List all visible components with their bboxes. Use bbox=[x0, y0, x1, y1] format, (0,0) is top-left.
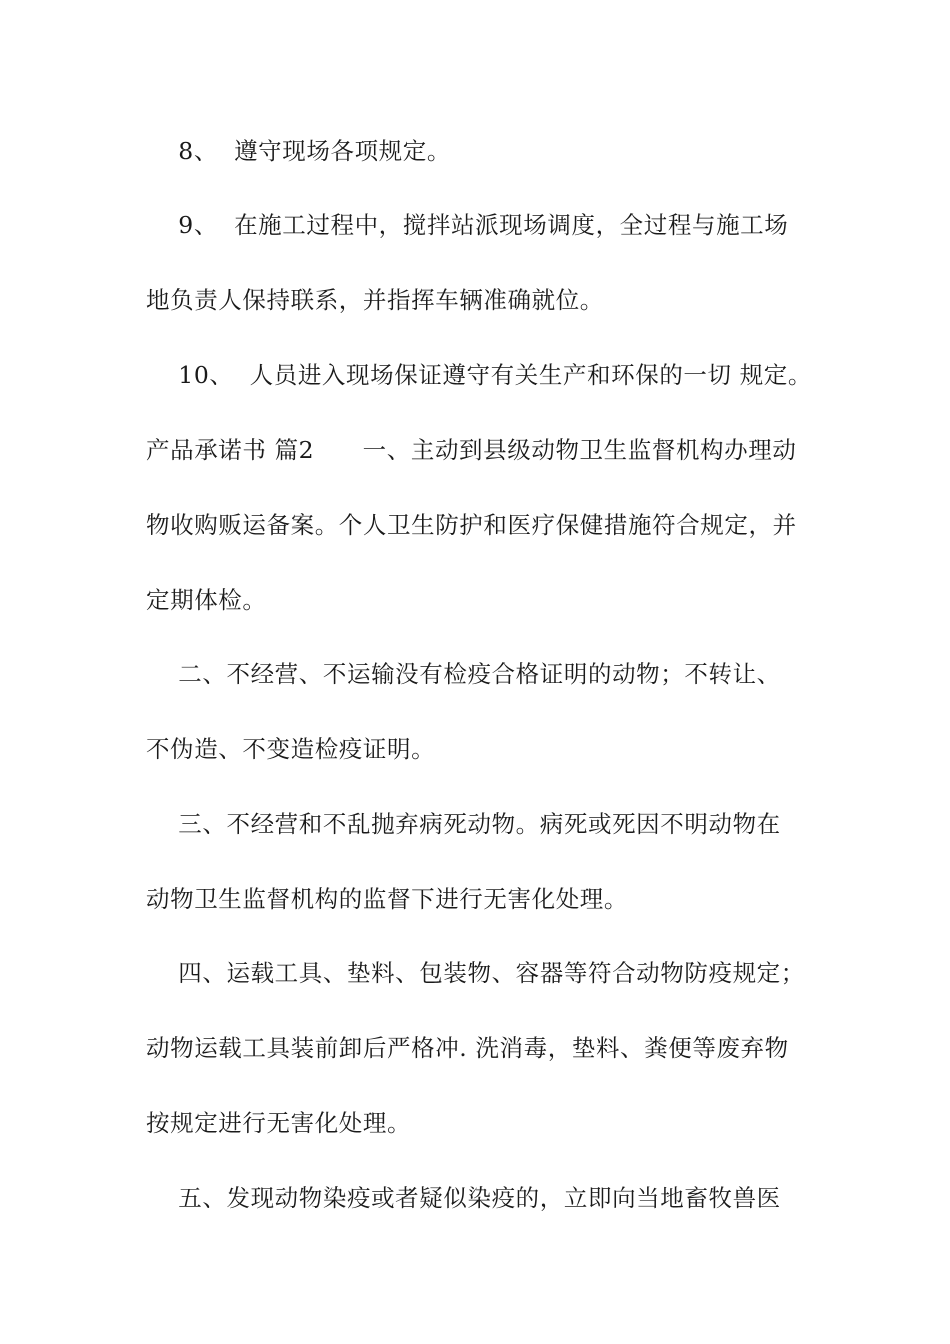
text-line: 五、发现动物染疫或者疑似染疫的，立即向当地畜牧兽医 bbox=[146, 1184, 781, 1212]
text-line: 动物运载工具装前卸后严格冲. 洗消毒，垫料、粪便等废弃物 bbox=[146, 1034, 789, 1062]
text-line: 按规定进行无害化处理。 bbox=[146, 1109, 412, 1137]
text-line: 产品承诺书 篇2 一、主动到县级动物卫生监督机构办理动 bbox=[146, 436, 797, 464]
text-line: 动物卫生监督机构的监督下进行无害化处理。 bbox=[146, 885, 628, 913]
text-line: 不伪造、不变造检疫证明。 bbox=[146, 735, 436, 763]
text-line: 四、运载工具、垫料、包装物、容器等符合动物防疫规定； bbox=[146, 959, 805, 987]
text-line: 三、不经营和不乱抛弃病死动物。病死或死因不明动物在 bbox=[146, 810, 781, 838]
text-line: 物收购贩运备案。个人卫生防护和医疗保健措施符合规定，并 bbox=[146, 511, 797, 539]
text-line: 9、 在施工过程中，搅拌站派现场调度，全过程与施工场 bbox=[146, 211, 789, 239]
text-line: 定期体检。 bbox=[146, 586, 267, 614]
text-line: 10、 人员进入现场保证遵守有关生产和环保的一切 规定。 bbox=[146, 361, 812, 389]
text-line: 地负责人保持联系，并指挥车辆准确就位。 bbox=[146, 286, 604, 314]
text-line: 8、 遵守现场各项规定。 bbox=[146, 137, 451, 165]
text-line: 二、不经营、不运输没有检疫合格证明的动物；不转让、 bbox=[146, 660, 781, 688]
